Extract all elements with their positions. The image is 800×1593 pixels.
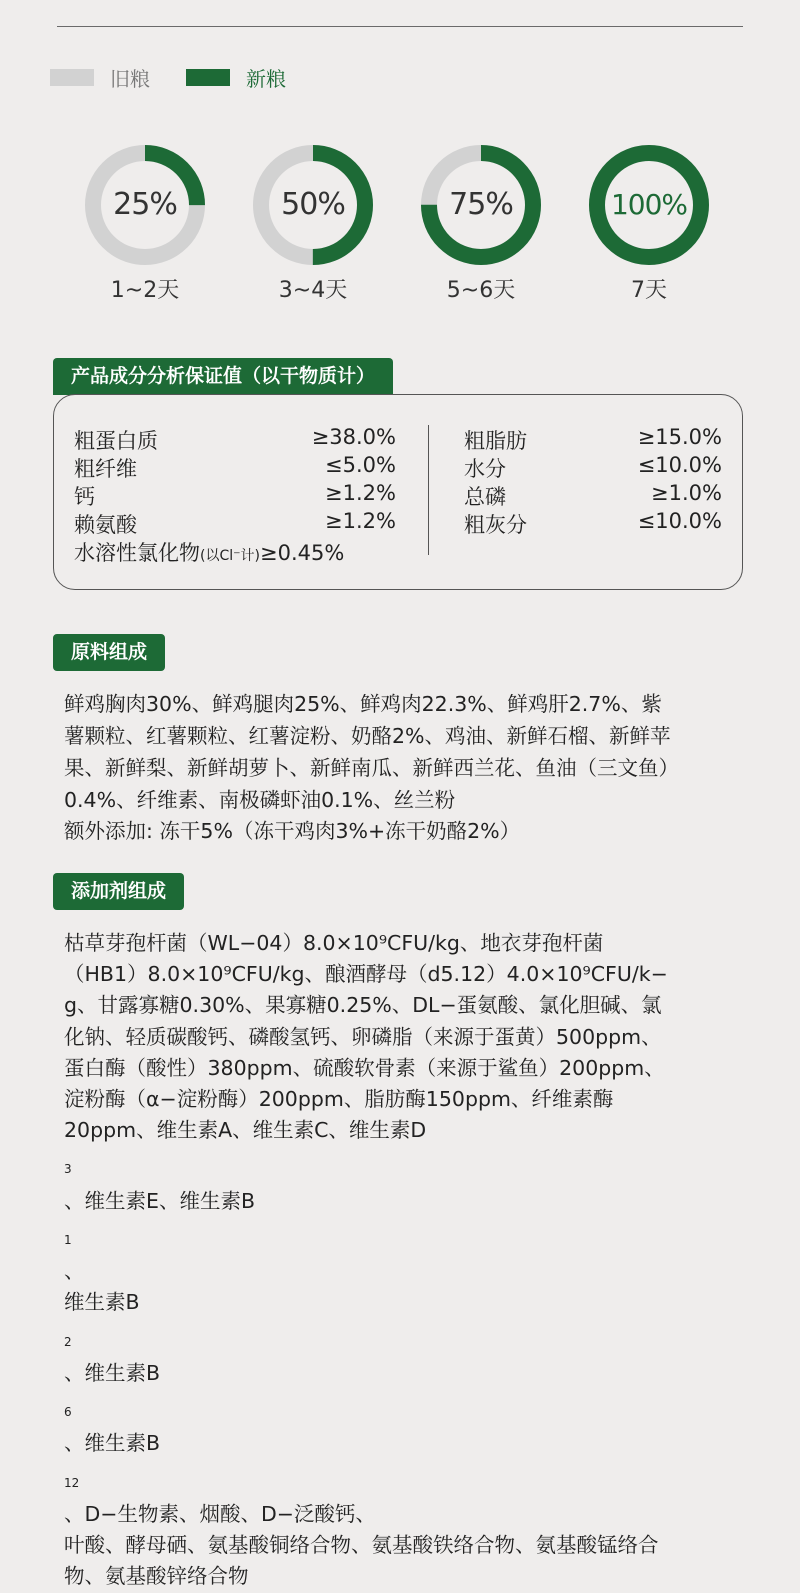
vitamin-text: 、维生素E、维生素B <box>64 1188 256 1213</box>
analysis-row <box>74 453 396 481</box>
analysis-section-title: 产品成分分析保证值（以干物质计） <box>53 358 393 395</box>
analysis-item-value: ≥15.0% <box>637 425 722 449</box>
ingredients-extra-line: 额外添加: 冻干5%（冻干鸡肉3%+冻干奶酪2%） <box>64 819 521 843</box>
analysis-item-name: 水分 <box>464 457 506 481</box>
ingredients-line: 鲜鸡胸肉30%、鲜鸡腿肉25%、鲜鸡肉22.3%、鲜鸡肝2.7%、紫 <box>64 692 662 716</box>
ring-days-label: 5~6天 <box>446 278 516 303</box>
transition-ring-4 <box>587 143 711 267</box>
additives-line: 物、氨基酸锌络合物 <box>64 1564 249 1589</box>
additives-line: g、甘露寡糖0.30%、果寡糖0.25%、DL−蛋氨酸、氯化胆碱、氯 <box>64 993 662 1018</box>
vitamin-text: 20ppm、维生素A、维生素C、维生素D <box>64 1118 427 1143</box>
ingredients-line: 薯颗粒、红薯颗粒、红薯淀粉、奶酪2%、鸡油、新鲜石榴、新鲜苹 <box>64 724 671 748</box>
analysis-item-name: 钙 <box>74 485 95 509</box>
analysis-item-value: ≥1.0% <box>651 481 722 505</box>
analysis-row <box>464 509 722 537</box>
analysis-row <box>74 481 396 509</box>
vitamin-subscript: 6 <box>64 1405 72 1420</box>
analysis-row <box>74 425 396 453</box>
analysis-item-name: 粗灰分 <box>464 513 527 537</box>
analysis-row <box>464 453 722 481</box>
analysis-item-name: 赖氨酸 <box>74 513 137 537</box>
analysis-row <box>464 481 722 509</box>
additives-line: 化钠、轻质碳酸钙、磷酸氢钙、卵磷脂（来源于蛋黄）500ppm、 <box>64 1024 662 1049</box>
additives-line: 蛋白酶（酸性）380ppm、硫酸软骨素（来源于鲨鱼）200ppm、 <box>64 1055 665 1080</box>
vitamin-subscript: 12 <box>64 1475 80 1490</box>
feed-legend <box>50 62 322 92</box>
ingredients-section-title: 原料组成 <box>53 634 165 671</box>
ingredients-line: 果、新鲜梨、新鲜胡萝卜、新鲜南瓜、新鲜西兰花、鱼油（三文鱼） <box>64 756 679 780</box>
vitamin-subscript: 2 <box>64 1334 72 1349</box>
analysis-item-value: ≥1.2% <box>325 481 396 505</box>
vitamin-text: 、维生素B <box>64 1360 161 1385</box>
vitamin-text: 维生素B <box>64 1290 140 1315</box>
ingredients-text <box>64 688 744 846</box>
ring-percent: 50% <box>281 187 345 222</box>
new-food-swatch <box>186 69 230 86</box>
vitamin-subscript: 3 <box>64 1162 72 1177</box>
ring-percent: 100% <box>610 188 688 221</box>
chloride-value: ≥0.45% <box>259 541 345 565</box>
analysis-item-value: ≥38.0% <box>311 425 396 449</box>
additives-section-title: 添加剂组成 <box>53 873 184 910</box>
additives-line: 叶酸、酵母硒、氨基酸铜络合物、氨基酸铁络合物、氨基酸锰络合 <box>64 1533 659 1558</box>
additives-line: 淀粉酶（α−淀粉酶）200ppm、脂肪酶150ppm、纤维素酶 <box>64 1087 614 1112</box>
additives-line-vitamins-2 <box>64 1287 744 1530</box>
ring-days-label: 3~4天 <box>278 278 348 303</box>
analysis-item-name: 粗纤维 <box>74 457 137 481</box>
additives-line-vitamins-1 <box>64 1115 744 1287</box>
transition-ring-3 <box>419 143 543 267</box>
analysis-column-divider <box>428 425 429 555</box>
additives-line: 枯草芽孢杆菌（WL−04）8.0×10⁹CFU/kg、地衣芽孢杆菌 <box>64 931 604 955</box>
chloride-name: 水溶性氯化物 <box>74 541 200 565</box>
analysis-item-name: 粗脂肪 <box>464 429 527 453</box>
ring-days-label: 1~2天 <box>110 278 180 303</box>
analysis-item-value: ≥1.2% <box>325 509 396 533</box>
chloride-note: (以Cl⁻计) <box>200 548 260 564</box>
ring-percent: 25% <box>113 187 177 222</box>
ingredients-line: 0.4%、纤维素、南极磷虾油0.1%、丝兰粉 <box>64 788 456 812</box>
additives-line: （HB1）8.0×10⁹CFU/kg、酿酒酵母（d5.12）4.0×10⁹CFU/k− <box>64 962 668 987</box>
top-divider <box>57 26 743 27</box>
analysis-row <box>74 509 396 537</box>
vitamin-text: 、维生素B <box>64 1431 161 1456</box>
old-food-label: 旧粮 <box>110 66 150 91</box>
additives-text <box>64 928 744 1593</box>
analysis-item-value: ≤5.0% <box>325 453 396 477</box>
analysis-row <box>464 425 722 453</box>
analysis-item-value: ≤10.0% <box>637 453 722 477</box>
transition-ring-1 <box>83 143 207 267</box>
vitamin-subscript: 1 <box>64 1233 72 1248</box>
analysis-item-name <box>74 537 344 567</box>
transition-ring-2 <box>251 143 375 267</box>
analysis-row-chloride <box>74 537 404 565</box>
vitamin-text: 、D−生物素、烟酸、D−泛酸钙、 <box>64 1501 376 1526</box>
analysis-item-name: 总磷 <box>464 485 506 509</box>
new-food-label: 新粮 <box>246 66 286 91</box>
ring-days-label: 7天 <box>631 278 667 303</box>
old-food-swatch <box>50 69 94 86</box>
analysis-item-name: 粗蛋白质 <box>74 429 158 453</box>
vitamin-text: 、 <box>64 1259 85 1284</box>
ring-percent: 75% <box>449 187 513 222</box>
analysis-item-value: ≤10.0% <box>637 509 722 533</box>
